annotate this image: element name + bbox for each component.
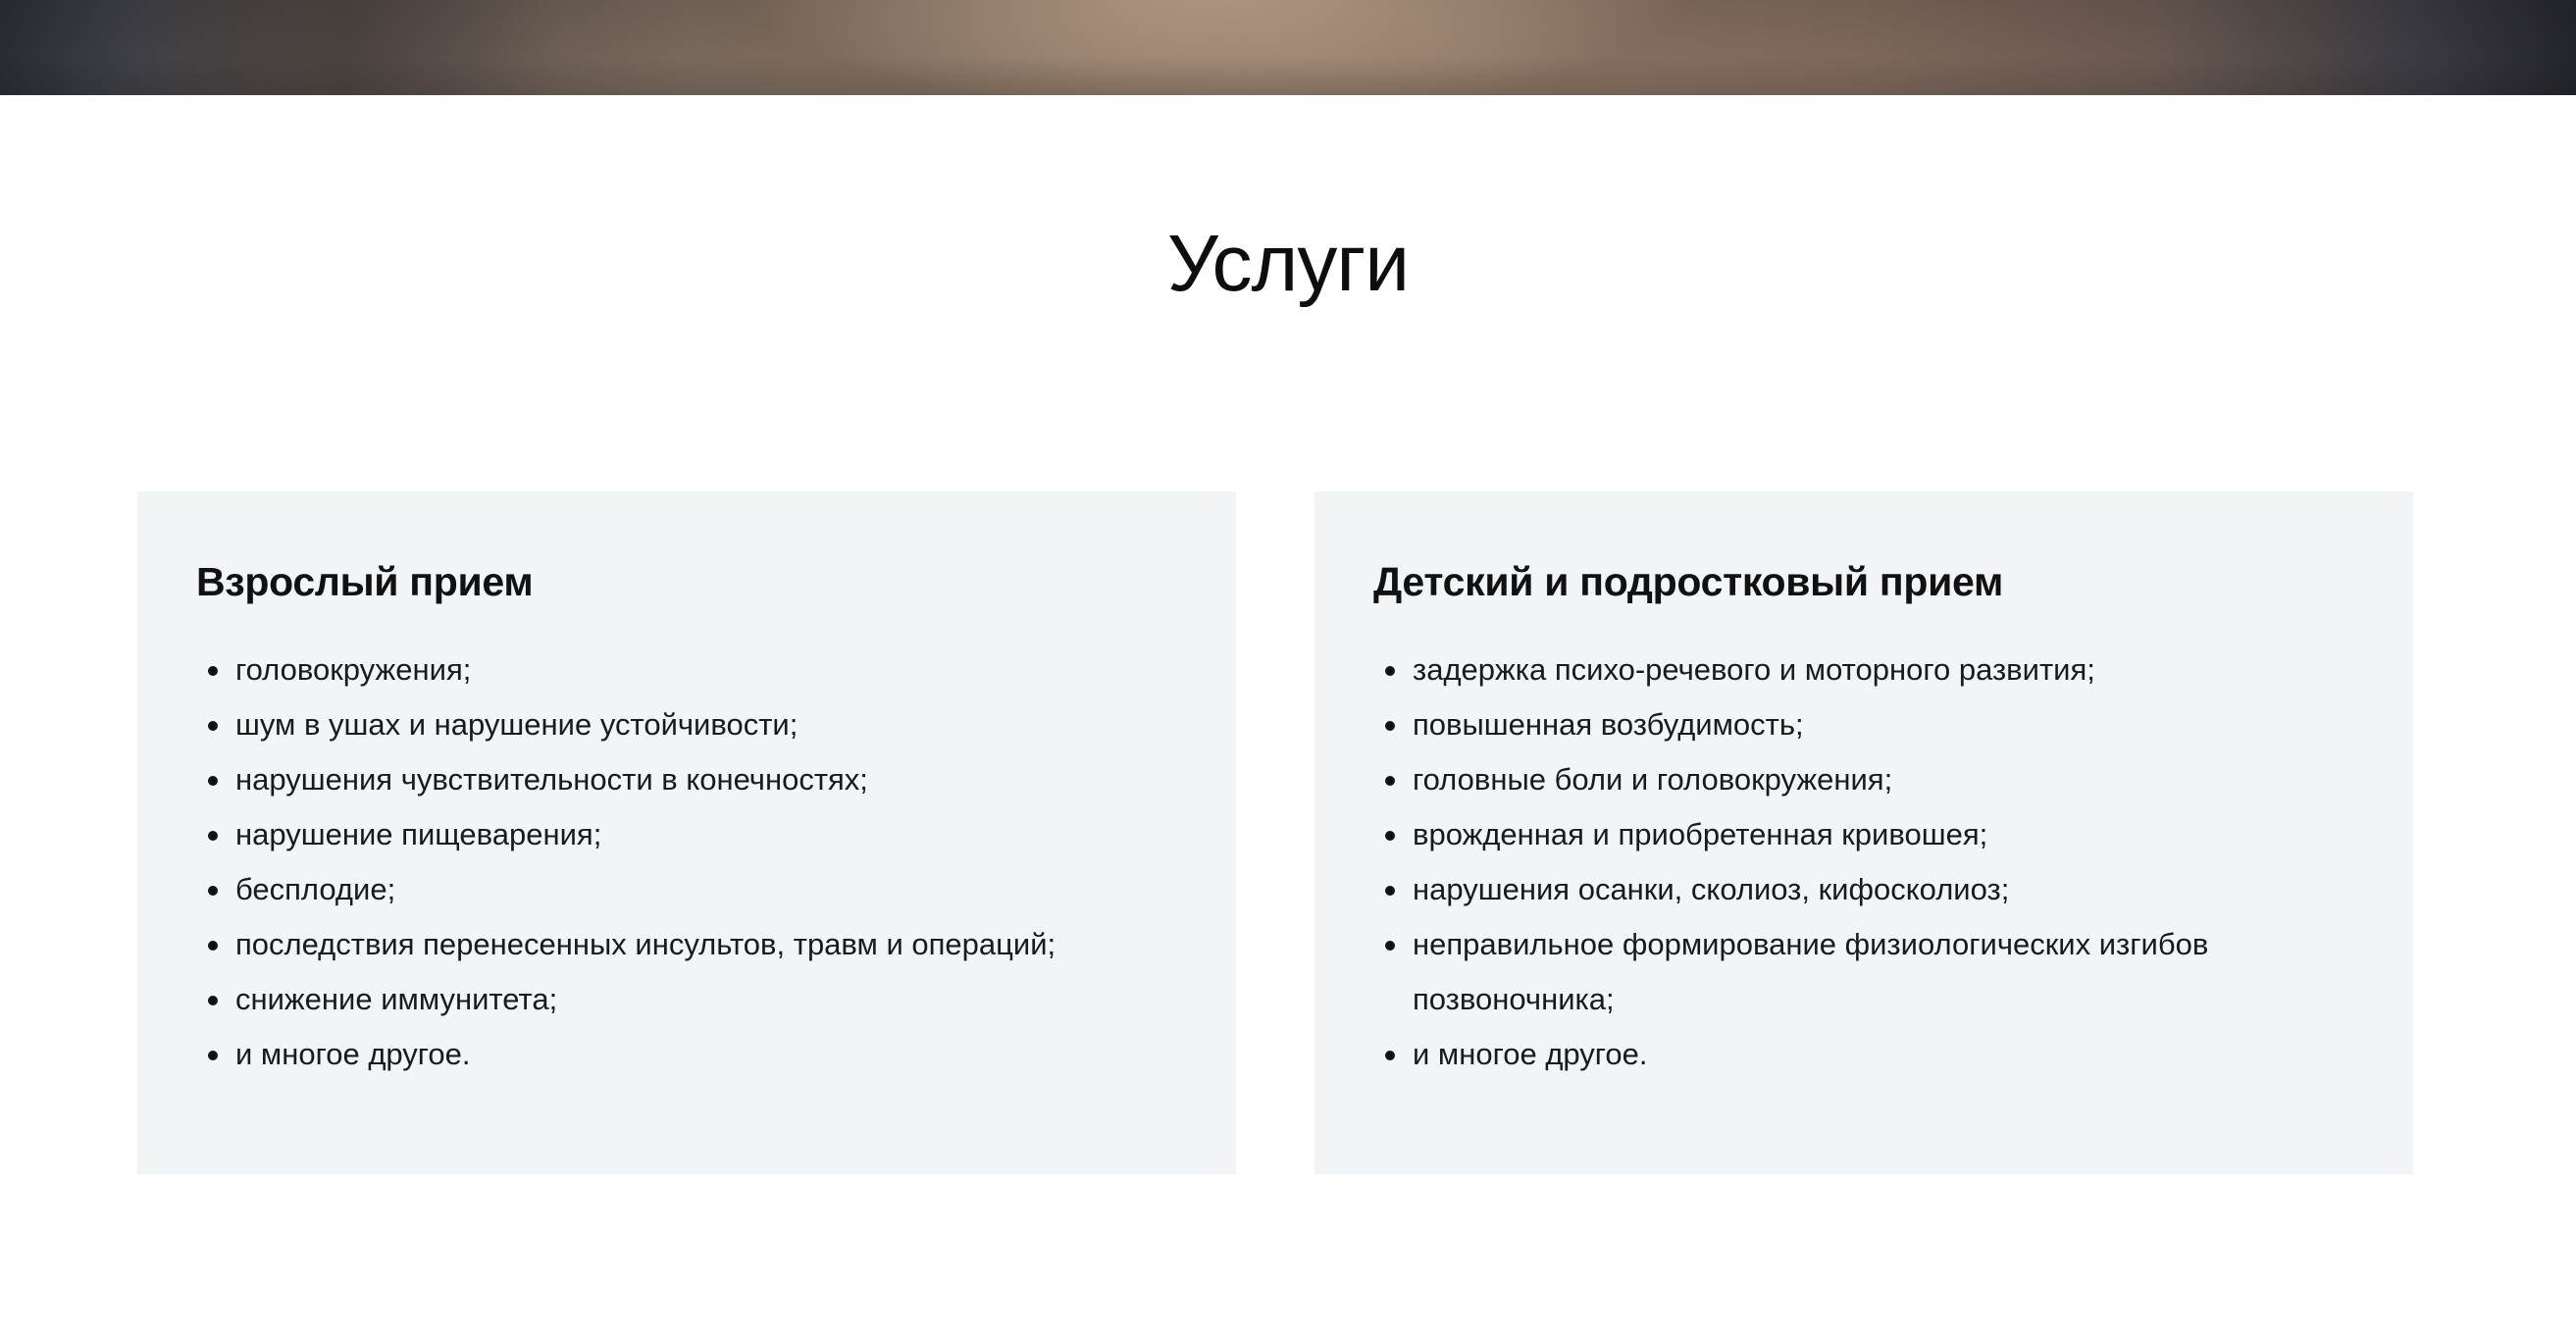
list-item: [196, 972, 1177, 1027]
list-item: [1373, 807, 2354, 862]
list-item-text: задержка психо-речевого и моторного развития;: [1413, 652, 2095, 687]
card-title: Детский и подростковый прием: [1373, 559, 2003, 604]
list-item: [196, 697, 1177, 752]
list-item-text: последствия перенесенных инсультов, травм и операций;: [235, 927, 1056, 961]
list-item: [196, 1027, 1177, 1082]
list-item-text: нарушения осанки, сколиоз, кифосколиоз;: [1413, 872, 2010, 906]
list-item-text: шум в ушах и нарушение устойчивости;: [235, 707, 799, 742]
bullet-icon: [208, 831, 218, 841]
list-item: [196, 862, 1177, 917]
hero-photo-strip: [0, 0, 2576, 95]
bullet-icon: [208, 941, 218, 951]
bullet-icon: [1385, 666, 1395, 676]
list-item-text: нарушение пищеварения;: [235, 817, 602, 851]
service-card-children: [1314, 491, 2413, 1174]
list-item: [196, 752, 1177, 807]
bullet-icon: [208, 1051, 218, 1060]
service-card-adult: [137, 491, 1236, 1174]
list-item: [1373, 862, 2354, 917]
list-item: [196, 643, 1177, 697]
list-item-text: головокружения;: [235, 652, 472, 687]
list-item-text: нарушения чувствительности в конечностях;: [235, 762, 868, 797]
bullet-icon: [1385, 941, 1395, 951]
bullet-icon: [208, 666, 218, 676]
service-list: [1373, 643, 2354, 1082]
bullet-icon: [1385, 831, 1395, 841]
list-item-text: и многое другое.: [235, 1037, 471, 1071]
list-item-text: головные боли и головокружения;: [1413, 762, 1893, 797]
list-item: [1373, 752, 2354, 807]
list-item-text: бесплодие;: [235, 872, 396, 906]
bullet-icon: [208, 721, 218, 731]
bullet-icon: [1385, 721, 1395, 731]
section-title: Услуги: [1166, 219, 1410, 308]
list-item-text: врожденная и приобретенная кривошея;: [1413, 817, 1988, 851]
bullet-icon: [208, 886, 218, 896]
list-item: [196, 807, 1177, 862]
list-item: [1373, 917, 2354, 1027]
bullet-icon: [208, 996, 218, 1005]
list-item-text: снижение иммунитета;: [235, 982, 558, 1016]
list-item: [196, 917, 1177, 972]
list-item-text: и многое другое.: [1413, 1037, 1648, 1071]
service-list: [196, 643, 1177, 1082]
list-item: [1373, 643, 2354, 697]
list-item-text: повышенная возбудимость;: [1413, 707, 1804, 742]
list-item-text: неправильное формирование физиологических изгибов позвоночника;: [1413, 927, 2209, 1016]
list-item: [1373, 1027, 2354, 1082]
list-item: [1373, 697, 2354, 752]
bullet-icon: [1385, 776, 1395, 786]
card-title: Взрослый прием: [196, 559, 534, 604]
bullet-icon: [208, 776, 218, 786]
bullet-icon: [1385, 1051, 1395, 1060]
bullet-icon: [1385, 886, 1395, 896]
